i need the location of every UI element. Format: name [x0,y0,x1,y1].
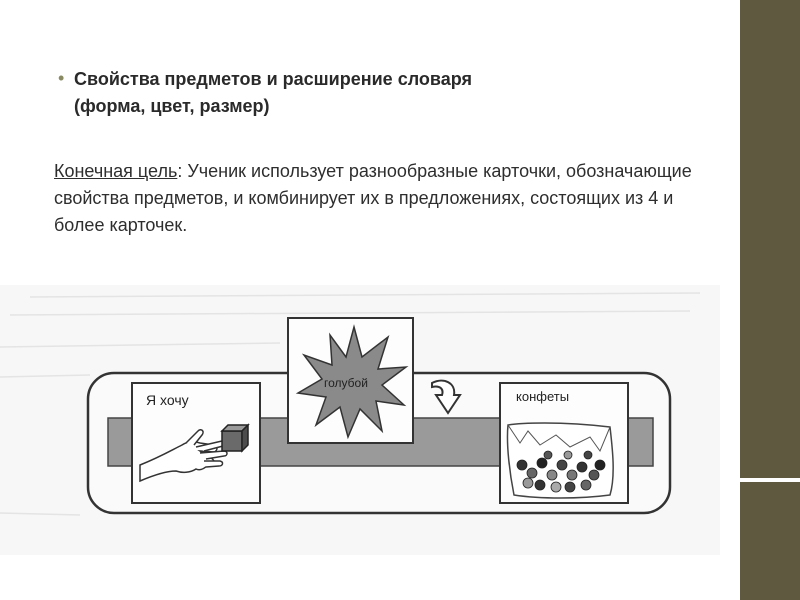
card-i-want-label: Я хочу [146,392,189,408]
cube-icon [222,425,248,451]
bullet-dot-icon: • [58,68,65,88]
goal-text: : Ученик использует разнообразные карточки, обозначающие свойства предметов, и комбинирует их в предложениях, состоящих из 4 и более карточек. [54,161,692,235]
bullet-heading [74,66,472,120]
goal-label: Конечная цель [54,161,178,181]
sidebar-divider [740,478,800,482]
bullet-heading-line2: (форма, цвет, размер) [74,96,270,116]
sidebar-decoration-top [740,0,800,480]
sentence-strip-illustration [0,285,720,555]
card-candy-label: конфеты [516,389,570,404]
card-color-label: голубой [324,376,368,390]
sidebar-decoration-bottom [740,480,800,600]
bullet-heading-line1: Свойства предметов и расширение словаря [74,69,472,89]
goal-paragraph [54,158,714,239]
bullet-item [58,66,698,120]
